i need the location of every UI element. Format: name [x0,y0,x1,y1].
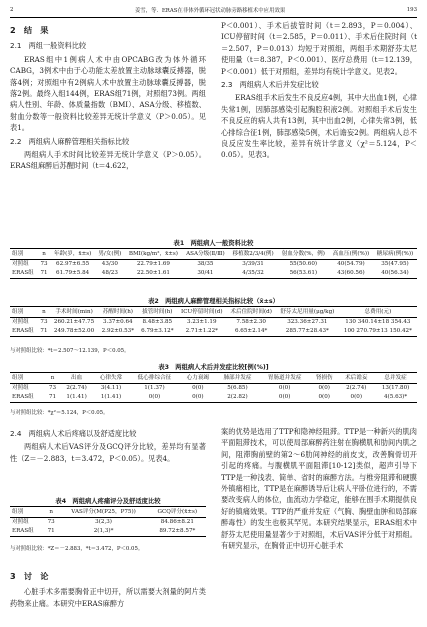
table3-header: 组别 [10,373,45,384]
table-cell: 56(53.61) [278,269,329,279]
table-cell: 0(0) [338,393,374,403]
table3-header: 心律失常 [93,373,129,384]
table2-header: 手术时间(min) [50,307,98,318]
table2 [10,306,417,337]
table3-note: 与对照组比较：*χ²＝5.124，P＜0.05。 [10,410,109,416]
table-cell: 43(60.56) [329,269,373,279]
table3-header: 术后谵妄 [338,373,374,384]
table2-header: n [38,307,50,318]
table3-header: 总并发症 [374,373,417,384]
table-cell: 6.65±2.14* [226,327,275,337]
subsection-2-3: 2.3 两组病人术后并发症比较 [221,80,319,90]
table-cell: 2(1,3)* [59,527,149,537]
table-cell: 62.97±6.55 [56,261,90,267]
page-header [10,4,417,16]
subsection-2-2: 2.2 两组病人麻醉管理相关指标比较 [10,136,130,146]
table-row [10,269,417,279]
table-cell: 0(0) [180,393,216,403]
table-row [10,527,206,537]
table-cell: 3.37±0.64 [103,319,133,325]
table-cell: 71 [38,269,50,279]
table2-caption: 表2 两组病人麻醉管理相关指标比较（x̄±s） [148,298,279,305]
table-cell: 71 [44,527,59,537]
table1-header: 糖尿病(例(%)) [373,249,417,260]
table-cell: 84.86±8.21 [160,519,194,525]
results-heading: 2 结 果 [10,25,49,35]
table-row [10,518,206,528]
table4-header: n [44,507,59,518]
table-cell: 2(2.82) [216,393,259,403]
table1-header-row [10,249,417,260]
table-cell: 22.50±1.61 [125,269,183,279]
table-cell: 0(0) [259,393,310,403]
table2-header: 舒芬太尼用量(μg/kg) [276,307,339,318]
table-cell: 22.79±1.69 [136,261,170,267]
table-cell: 89.72±8.57* [149,527,206,537]
subsection-2-1: 2.1 两组一般资料比较 [10,41,87,51]
table4-header: 组别 [10,507,44,518]
table-cell: 1(1.37) [144,385,165,391]
table-cell: 对照组 [12,261,29,267]
table-cell: 73 [48,385,57,391]
table4-header-row [10,507,206,518]
table-cell: 0(0) [192,385,204,391]
table3-header: n [45,373,60,384]
section-2-4 [10,426,206,464]
table-cell: ERAS组 [10,327,38,337]
table-cell: 285.77±28.43* [276,327,339,337]
page-number-right: 193 [406,7,417,13]
table1 [10,248,417,279]
table-cell: 4/35/32 [229,269,278,279]
table-cell: 40(54.79) [337,261,365,267]
table-cell: 2.71±1.22* [177,327,226,337]
table-cell: 3(4.11) [100,385,122,391]
table2-header: 术后住院时间(d) [226,307,275,318]
table3-header: 出血 [60,373,93,384]
table-cell: 2(2.74) [346,385,367,391]
table-cell: 40(56.34) [373,269,417,279]
table-cell: 30/41 [182,269,228,279]
table-cell: 35(47.95) [381,261,409,267]
table-cell: 71 [38,327,50,337]
table-cell: 3.23±1.19 [186,319,217,325]
table1-header: BMI(kg/m²，x̄±s) [125,249,183,260]
table4-header: VAS评分(M(P25，P75)) [59,507,149,518]
paragraph-2-2-cont: P＜0.001）、手术后拔管时间（t＝2.893，P＝0.004）、ICU停留时间（t＝2.585，P＝0.011）、手术后住院时间（t＝2.507，P＝0.013）均短于对照组，两组手术期舒芬太尼使用量（t＝8.387，P＜0.001）、医疗总费用（t＝12.139，P＜0.001）低于对照组，差异均有统计学意义。见表2。 [221,21,417,76]
table-cell: 0(0) [310,393,338,403]
table4 [10,506,206,537]
table4-caption: 表4 两组病人疼痛评分及舒适度比较 [55,498,161,505]
table-cell: 73 [40,319,48,325]
table-cell: ERAS组 [10,269,38,279]
table2-header: 拔管时间(h) [138,307,178,318]
table3-header: 心力衰竭 [180,373,216,384]
table-cell: 130 340.14±18 354.43 [345,319,411,325]
paragraph-2-1: ERAS组中1例病人术中由OPCABG改为体外循环CABG，3例术中由于心功能太差放置主动脉球囊反搏器，脱落4例；对照组中有2例病人术中放置主动脉球囊反搏器，脱落2例。最终入组144例，ERAS组71例，对照组73例。两组病人性别、年龄、体质量指数（BMI）、ASA分级、移植数、射血分数等一般资料比较差异无统计学意义（P＞0.05）。见表1。 [10,54,206,133]
table-cell: 对照组 [12,385,29,391]
table-cell: 13(17.80) [381,385,410,391]
table-cell: 100 270.79±13 150.42* [339,327,417,337]
table1-header: 射血分数(%，例) [278,249,329,260]
table1-header: 组别 [10,249,38,260]
table3-header: 肾损伤 [310,373,338,384]
table1-header: ASA分级(Ⅱ/Ⅲ) [182,249,228,260]
table-cell: 对照组 [12,319,29,325]
table-cell: 1(1.41) [60,393,93,403]
table-cell: 249.78±52.00 [50,327,98,337]
discussion-paragraph: 心脏手术多需要胸骨正中切开，所以需要大剂量的阿片类药物来止痛。本研究中ERAS麻醉方 [10,587,206,608]
table1-header: 高血压(例(%)) [329,249,373,260]
discussion-section [10,566,206,609]
table-cell: 323.36±27.31 [287,319,328,325]
discussion-paragraph-right: 案的优势是选用了TTP和隐神经阻滞。TTP是一种新兴的肌肉平面阻滞技术，可以使局部麻醉药注射在胸横肌和肋间内肌之间，阻滞胸前壁的第2～6肋间神经的前皮支，改善胸骨切开引起的疼痛。与腹横肌平面阻滞[10-12]类似，超声引导下TTP是一种浅表、简单、省时的麻醉方法。与椎旁阻滞和硬膜外镇痛相比，TTP是在麻醉诱导后让病人平卧位进行的，不需要改变病人的体位，血流动力学稳定，能够在围手术期提供良好的镇痛效果。TTP的严重并发症（气胸、胸壁血肿和局部麻醉毒性）的发生也极其罕见。本研究结果显示，ERAS组术中舒芬太尼使用量显著少于对照组，术后VAS评分低于对照组。有研究显示，在胸骨正中切开心脏手术 [221,427,417,551]
table-cell: 4(5.63)* [374,393,417,403]
table-cell: 8.48±3.85 [142,319,173,325]
table-cell: 73 [47,519,55,525]
table-row [10,260,417,270]
table-cell: 38/35 [197,261,214,267]
table-cell: 1(1.41) [93,393,129,403]
table-cell: 71 [45,393,60,403]
table-cell: 48/23 [95,269,124,279]
table3-header: 胃肠道并发症 [259,373,310,384]
discussion-continued [221,426,417,551]
left-column [10,20,206,172]
table-cell: 55(50.60) [289,261,318,267]
table2-header-row [10,307,417,318]
table-cell: 0(0) [278,385,291,391]
table-cell: 6.79±3.12* [138,327,178,337]
table4-note: 与对照组比较：*Z＝－2.883，*t＝3.472，P＜0.05。 [10,546,144,552]
header-rule [10,17,417,18]
table-cell: ERAS组 [10,393,45,403]
discussion-heading: 3 讨 论 [10,571,49,581]
table-cell: 2.92±0.53* [98,327,138,337]
table-cell: 0(0) [318,385,330,391]
table-row [10,393,417,403]
paragraph-2-4: 两组病人术后VAS评分及GCQ评分比较，差异均有显著性（Z＝－2.883，t＝3.472，P＜0.05）。见表4。 [10,442,206,463]
table-cell: 3/39/31 [242,261,264,267]
table-row [10,318,417,328]
table2-header: 总费用(元) [339,307,417,318]
table-cell: 260.21±47.75 [53,319,95,325]
subsection-2-4: 2.4 两组病人术后疼痛以及舒适度比较 [10,429,137,438]
table-cell: 0(0) [129,393,180,403]
table2-header: 苏醒时间(h) [98,307,138,318]
table4-header: GCQ评分(x̄±s) [149,507,206,518]
paragraph-2-3: ERAS组手术后发生不良反应4例，其中大出血1例，心律失常1例，因肺部感染引起胸腔积液2例。对照组手术后发生不良反应的病人共有13例，其中出血2例，心律失常3例，低心排综合征1例，肺部感染5例，术后谵妄2例。两组病人总不良反应发生率比较，差异有统计学意义（χ²＝5.124，P＜0.05）。见表3。 [221,93,417,160]
table-cell: 3(2,3) [95,519,112,525]
table3-header-row [10,373,417,384]
table1-header: 年龄(岁，x̄±s) [50,249,95,260]
table2-header: ICU停留时间(d) [177,307,226,318]
page-number-left: 2 [10,7,14,13]
table1-caption: 表1 两组病人一般资料比较 [173,240,254,247]
table-cell: 43/30 [101,261,118,267]
table-cell: 2(2.74) [66,385,87,391]
table3-caption: 表3 两组病人术后并发症比较[例(%)] [158,364,269,371]
table-row [10,384,417,394]
table-cell: 5(6.85) [227,385,248,391]
table1-header: n [38,249,50,260]
table-cell: 对照组 [12,519,29,525]
paragraph-2-2: 两组病人手术时间比较差异无统计学意义（P＞0.05）。ERAS组麻醉后苏醒时间（t＝4.622， [10,150,206,171]
table-cell: 73 [40,261,48,267]
table-row [10,327,417,337]
table-cell: ERAS组 [10,527,44,537]
table2-note: 与对照组比较：*t＝2.507～12.139，P＜0.05。 [10,348,130,354]
table1-header: 男/女(例) [95,249,124,260]
table-cell: 61.79±5.84 [50,269,95,279]
table-cell: 7.58±2.30 [236,319,266,325]
right-column [221,20,417,161]
table3-header: 肺部并发症 [216,373,259,384]
table3-header: 低心排综合征 [129,373,180,384]
table3 [10,372,417,403]
table2-header: 组别 [10,307,38,318]
running-title: 姜雪，等．ERAS在非体外循环冠状动脉旁路移植术中应用效果 [134,8,286,14]
table1-header: 移植数2/3/4(例) [229,249,278,260]
